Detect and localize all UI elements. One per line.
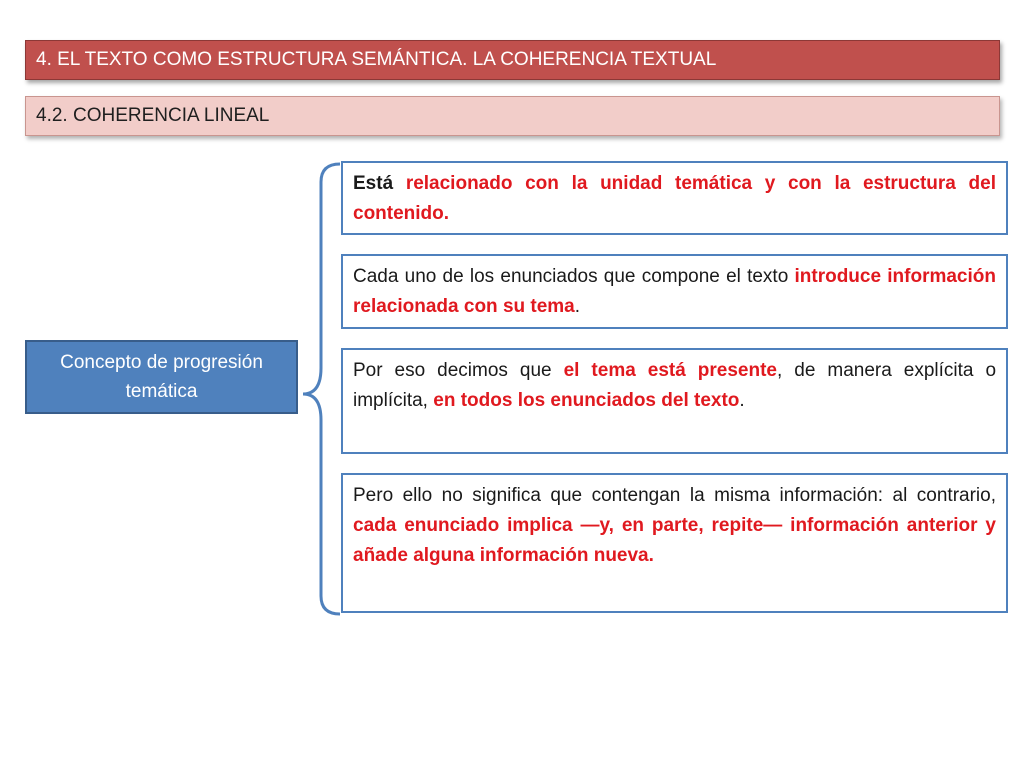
brace-stroke <box>303 164 340 614</box>
subsection-title: 4.2. COHERENCIA LINEAL <box>36 105 270 126</box>
info-box-3 <box>341 348 1008 454</box>
box3-text-2: , de manera explícita o implícita, <box>353 360 997 411</box>
box1-highlight: relacionado con la unidad temática y con la estructura del contenido. <box>353 173 996 224</box>
info-box-1 <box>341 161 1008 235</box>
subsection-title-bar <box>25 96 1000 136</box>
concept-box <box>25 340 298 414</box>
info-box-2 <box>341 254 1008 329</box>
concept-label: Concepto de progresión temática <box>60 352 263 402</box>
section-title-bar <box>25 40 1000 80</box>
box3-text: Por eso decimos que <box>353 360 564 381</box>
box2-text: Cada uno de los enunciados que compone el texto <box>353 266 795 287</box>
box2-text-end: . <box>574 296 581 317</box>
section-title: 4. EL TEXTO COMO ESTRUCTURA SEMÁNTICA. LA COHERENCIA TEXTUAL <box>36 49 717 70</box>
info-box-4 <box>341 473 1008 613</box>
box1-text: Está <box>353 173 406 194</box>
box3-highlight-1: el tema está presente <box>563 360 777 381</box>
box2-highlight: introduce información relacionada con su tema <box>353 266 996 317</box>
box3-text-end: . <box>739 390 745 411</box>
box4-text: Pero ello no significa que contengan la misma información: al contrario, <box>353 485 996 506</box>
box4-highlight: cada enunciado implica —y, en parte, repite— información anterior y añade alguna información nueva. <box>353 515 996 566</box>
box3-highlight-2: en todos los enunciados del texto <box>433 390 740 411</box>
